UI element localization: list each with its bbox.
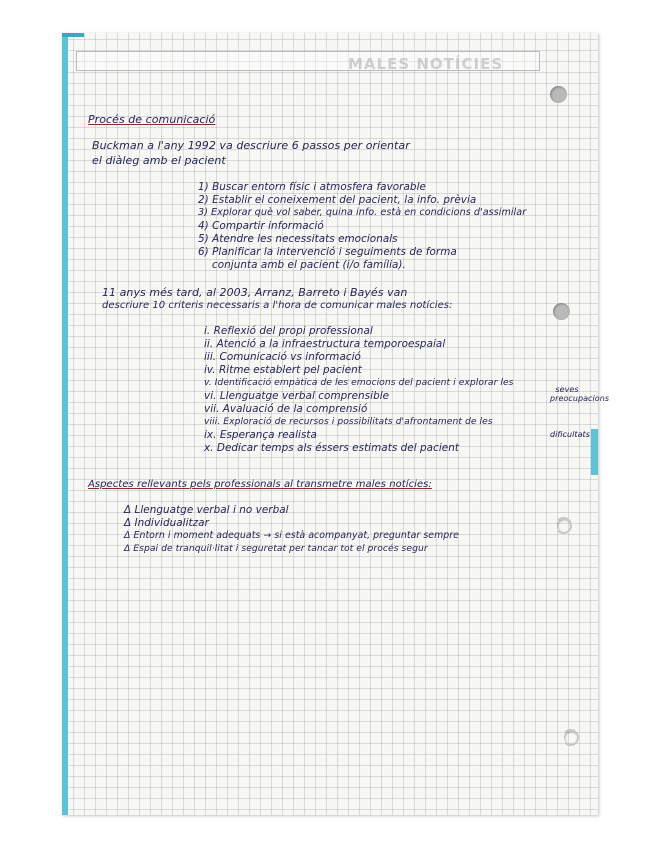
intro-line: el diàleg amb el pacient [92, 154, 226, 167]
margin-tab [62, 33, 84, 37]
step-item: 6) Planificar la intervenció i seguiments de forma [198, 246, 457, 258]
step-item: 4) Compartir informació [198, 220, 324, 232]
criteria-item: viii. Exploració de recursos i possibilitats d'afrontament de les [204, 416, 493, 427]
margin-strip [62, 33, 68, 815]
binder-hole [555, 517, 572, 534]
section-title: Aspectes rellevants pels professionals al transmetre males notícies: [88, 479, 432, 490]
criteria-item: i. Reflexió del propi professional [204, 325, 373, 337]
second-intro-line: descriure 10 criteris necessaris a l'hora de comunicar males notícies: [102, 300, 453, 311]
criteria-item: v. Identificació empàtica de les emocions del pacient i explorar les [204, 377, 514, 388]
step-item: conjunta amb el pacient (i/o família). [212, 259, 406, 271]
binder-hole [550, 86, 567, 103]
binder-hole [553, 303, 570, 320]
aspect-item: Δ Llenguatge verbal i no verbal [124, 504, 289, 516]
step-item: 5) Atendre les necessitats emocionals [198, 233, 398, 245]
notebook-page [62, 33, 610, 815]
criteria-item: vii. Avaluació de la comprensió [204, 403, 368, 415]
binder-hole [562, 729, 579, 746]
side-note: dificultats [550, 430, 590, 439]
step-item: 3) Explorar què vol saber, quina info. està en condicions d'assimilar [198, 207, 527, 218]
criteria-item: vi. Llenguatge verbal comprensible [204, 390, 390, 402]
intro-line: Buckman a l'any 1992 va descriure 6 passos per orientar [92, 139, 410, 152]
step-item: 1) Buscar entorn físic i atmosfera favorable [198, 181, 426, 193]
criteria-item: ii. Atenció a la infraestructura temporoespaial [204, 338, 446, 350]
page-title: Procés de comunicació [88, 113, 216, 126]
aspect-item: Δ Espai de tranquil·litat i seguretat per tancar tot el procés segur [124, 543, 428, 554]
aspect-item: Δ Entorn i moment adequats → si està acompanyat, preguntar sempre [124, 530, 459, 541]
heading-watermark: MALES NOTÍCIES [348, 55, 504, 73]
criteria-item: ix. Esperança realista [204, 429, 317, 441]
side-tab [591, 429, 598, 475]
second-intro-line: 11 anys més tard, al 2003, Arranz, Barreto i Bayés van [102, 286, 408, 299]
criteria-item: iii. Comunicació vs informació [204, 351, 361, 363]
side-note: seves preocupacions [550, 385, 610, 403]
aspect-item: Δ Individualitzar [124, 517, 209, 529]
criteria-item: iv. Ritme establert pel pacient [204, 364, 362, 376]
criteria-item: x. Dedicar temps als éssers estimats del pacient [204, 442, 459, 454]
step-item: 2) Establir el coneixement del pacient, la info. prèvia [198, 194, 477, 206]
